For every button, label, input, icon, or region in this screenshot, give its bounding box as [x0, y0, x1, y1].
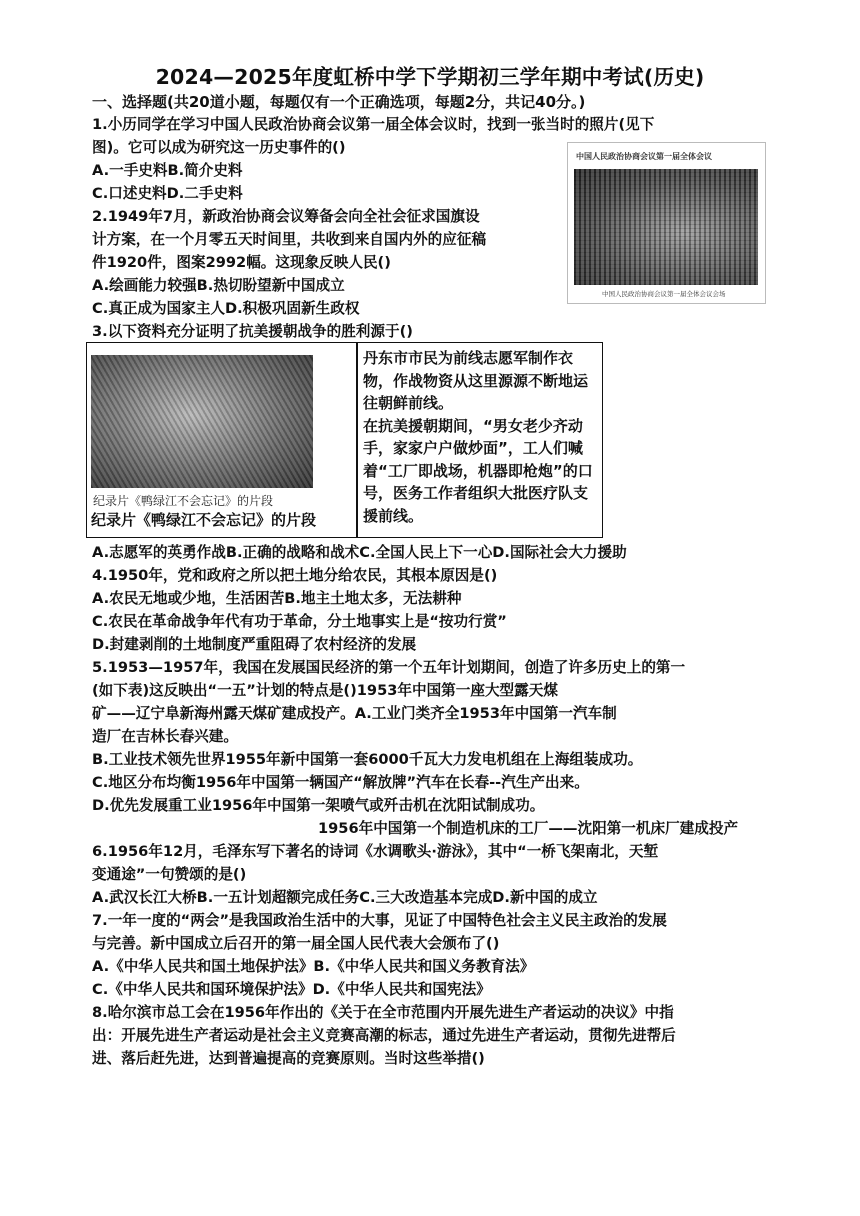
q4-option-c: C.农民在革命战争年代有功于革命，分土地事实上是“按功行赏”: [92, 613, 507, 630]
q3-material-paragraph-1: 丹东市市民为前线志愿军制作衣物，作战物资从这里源源不断地运往朝鲜前线。: [363, 349, 589, 412]
assembly-hall-image: [574, 169, 758, 285]
q5-line1: 5.1953—1957年，我国在发展国民经济的第一个五年计划期间，创造了许多历史上的第一: [92, 659, 686, 676]
q7-options-cd: C.《中华人民共和国环境保护法》D.《中华人民共和国宪法》: [92, 981, 491, 998]
q4-stem: 4.1950年，党和政府之所以把土地分给农民，其根本原因是(): [92, 567, 498, 584]
q7-options-ab: A.《中华人民共和国土地保护法》B.《中华人民共和国义务教育法》: [92, 958, 535, 975]
q2-stem-line3: 件1920件，图案2992幅。这现象反映人民(): [92, 254, 391, 271]
q2-options-ab: A.绘画能力较强B.热切盼望新中国成立: [92, 277, 345, 294]
photo-ghost-caption: 纪录片《鸭绿江不会忘记》的片段: [93, 494, 274, 508]
q3-material-text: [363, 347, 599, 527]
section-header: 一、选择题(共20道小题，每题仅有一个正确选项，每题2分，共记40分。): [92, 93, 586, 111]
q5-line6: C.地区分布均衡1956年中国第一辆国产“解放牌”汽车在长春--汽生产出来。: [92, 774, 589, 791]
q7-line2: 与完善。新中国成立后召开的第一届全国人民代表大会颁布了(): [92, 935, 500, 952]
q3-material-paragraph-2: 在抗美援朝期间，“男女老少齐动手，家家户户做炒面”，工人们喊着“工厂即战场，机器即枪炮”的口号，医务工作者组织大批医疗队支援前线。: [363, 416, 593, 525]
q7-line1: 7.一年一度的“两会”是我国政治生活中的大事，见证了中国特色社会主义民主政治的发展: [92, 912, 667, 929]
q2-stem-line1: 2.1949年7月，新政治协商会议筹备会向全社会征求国旗设: [92, 208, 480, 225]
q2-options-cd: C.真正成为国家主人D.积极巩固新生政权: [92, 300, 360, 317]
q6-line2: 变通途”一句赞颂的是(): [92, 866, 247, 883]
photo-caption-bottom: 中国人民政治协商会议第一届全体会议会场: [602, 290, 726, 298]
q1-historical-photo: [567, 142, 766, 304]
q1-options-cd: C.口述史料D.二手史料: [92, 185, 243, 202]
box-divider: [356, 343, 358, 537]
q3-photo-caption: 纪录片《鸭绿江不会忘记》的片段: [91, 511, 317, 529]
q5-line4: 造厂在吉林长春兴建。: [92, 728, 238, 745]
q5-line7: D.优先发展重工业1956年中国第一架喷气或歼击机在沈阳试制成功。: [92, 797, 545, 814]
photo-caption-top: 中国人民政治协商会议第一届全体会议: [576, 151, 712, 161]
q3-material-box: [86, 342, 603, 538]
q2-stem-line2: 计方案，在一个月零五天时间里，共收到来自国内外的应征稿: [92, 231, 487, 248]
q1-stem-line1: 1.小历同学在学习中国人民政治协商会议第一届全体会议时，找到一张当时的照片(见下: [92, 116, 655, 133]
q5-line5: B.工业技术领先世界1955年新中国第一套6000千瓦大力发电机组在上海组装成功。: [92, 751, 643, 768]
q5-line8: 1956年中国第一个制造机床的工厂——沈阳第一机床厂建成投产: [318, 820, 739, 837]
q3-documentary-photo: [91, 355, 313, 508]
q8-line3: 进、落后赶先进，达到普遍提高的竞赛原则。当时这些举措(): [92, 1050, 485, 1067]
q4-options-ab: A.农民无地或少地，生活困苦B.地主土地太多，无法耕种: [92, 590, 462, 607]
q6-line1: 6.1956年12月，毛泽东写下著名的诗词《水调歌头·游泳》，其中“一桥飞架南北，天堑: [92, 843, 659, 860]
q1-options-ab: A.一手史料B.简介史料: [92, 162, 243, 179]
q3-stem: 3.以下资料充分证明了抗美援朝战争的胜利源于(): [92, 323, 413, 340]
q1-stem-line2: 图)。它可以成为研究这一历史事件的(): [92, 139, 346, 156]
q8-line1: 8.哈尔滨市总工会在1956年作出的《关于在全市范围内开展先进生产者运动的决议》中指: [92, 1004, 674, 1021]
q3-options: A.志愿军的英勇作战B.正确的战略和战术C.全国人民上下一心D.国际社会大力援助: [92, 544, 627, 561]
q4-option-d: D.封建剥削的土地制度严重阻碍了农村经济的发展: [92, 636, 417, 653]
exam-title: 2024—2025年度虹桥中学下学期初三学年期中考试(历史): [155, 65, 705, 89]
q5-line2: (如下表)这反映出“一五”计划的特点是()1953年中国第一座大型露天煤: [92, 682, 558, 699]
q6-options: A.武汉长江大桥B.一五计划超额完成任务C.三大改造基本完成D.新中国的成立: [92, 889, 598, 906]
q8-line2: 出：开展先进生产者运动是社会主义竞赛高潮的标志，通过先进生产者运动，贯彻先进帮后: [92, 1027, 676, 1044]
q5-line3: 矿——辽宁阜新海州露天煤矿建成投产。A.工业门类齐全1953年中国第一汽车制: [92, 705, 617, 722]
